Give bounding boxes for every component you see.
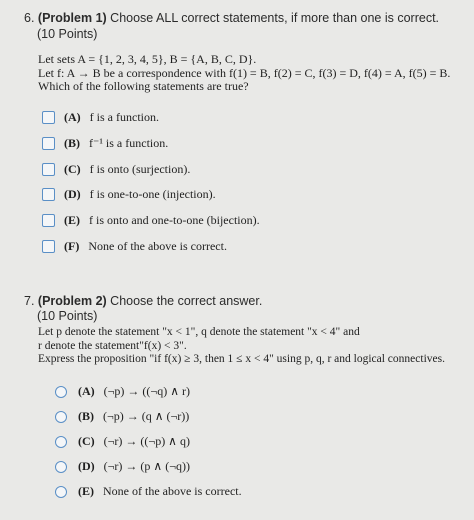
option-letter: (E) (64, 213, 80, 227)
stem-line: Let sets A = {1, 2, 3, 4, 5}, B = {A, B, C, D}. (38, 52, 257, 66)
option-letter: (B) (64, 136, 80, 150)
option-text: f is a function. (89, 110, 159, 124)
option-text: f is one-to-one (injection). (89, 187, 216, 201)
option-letter: (F) (64, 239, 80, 253)
option-text: (¬r) → ((¬p) ∧ q) (103, 434, 190, 448)
stem-line: Express the proposition "if f(x) ≥ 3, then 1 ≤ x < 4" using p, q, r and logical connectives. (38, 353, 445, 365)
option-letter: (D) (64, 187, 81, 201)
radio-button[interactable] (55, 436, 67, 448)
option-text: f is onto and one-to-one (bijection). (89, 213, 260, 227)
option-text: None of the above is correct. (88, 239, 227, 253)
option-b[interactable] (42, 136, 168, 151)
option-d[interactable] (55, 459, 190, 474)
option-e[interactable] (55, 484, 242, 499)
checkbox[interactable] (42, 188, 55, 201)
checkbox[interactable] (42, 137, 55, 150)
stem-line: Let p denote the statement "x < 1", q denote the statement "x < 4" and (38, 326, 360, 338)
option-text: (¬r) → (p ∧ (¬q)) (103, 459, 190, 473)
option-letter: (A) (78, 384, 95, 398)
radio-button[interactable] (55, 486, 67, 498)
option-text: f is onto (surjection). (89, 162, 191, 176)
radio-button[interactable] (55, 386, 67, 398)
option-letter: (B) (78, 409, 94, 423)
option-c[interactable] (55, 434, 190, 449)
option-letter: (C) (78, 434, 95, 448)
question-points: (10 Points) (37, 309, 98, 323)
option-letter: (C) (64, 162, 81, 176)
option-text: (¬p) → (q ∧ (¬r)) (103, 409, 190, 423)
question-title: (Problem 2) (37, 294, 107, 308)
option-d[interactable] (42, 187, 216, 202)
stem-line: Which of the following statements are true? (38, 79, 249, 93)
option-a[interactable] (55, 384, 190, 399)
checkbox[interactable] (42, 163, 55, 176)
question-stem (38, 53, 450, 94)
radio-button[interactable] (55, 411, 67, 423)
option-text: (¬p) → ((¬q) ∧ r) (103, 384, 190, 398)
question-number: 7. (24, 294, 35, 308)
question-prompt: Choose ALL correct statements, if more than one is correct. (110, 11, 440, 25)
checkbox[interactable] (42, 111, 55, 124)
checkbox[interactable] (42, 214, 55, 227)
option-letter: (A) (64, 110, 81, 124)
question-7-header (24, 293, 262, 309)
option-e[interactable] (42, 213, 260, 228)
option-a[interactable] (42, 110, 159, 125)
question-number: 6. (24, 11, 35, 25)
option-c[interactable] (42, 162, 190, 177)
stem-line: r denote the statement"f(x) < 3". (38, 339, 187, 352)
question-prompt: Choose the correct answer. (110, 294, 263, 308)
question-points: (10 Points) (37, 27, 98, 41)
question-stem (38, 326, 445, 367)
question-6-header (24, 10, 439, 26)
option-letter: (E) (78, 484, 94, 498)
option-f[interactable] (42, 239, 227, 254)
radio-button[interactable] (55, 461, 67, 473)
checkbox[interactable] (42, 240, 55, 253)
option-b[interactable] (55, 409, 189, 424)
stem-line: Let f: A → B be a correspondence with f(1) = B, f(2) = C, f(3) = D, f(4) = A, f(5) = B. (38, 65, 451, 80)
question-title: (Problem 1) (37, 11, 107, 25)
option-text: f⁻¹ is a function. (89, 136, 169, 150)
option-letter: (D) (78, 459, 95, 473)
option-text: None of the above is correct. (103, 484, 242, 498)
